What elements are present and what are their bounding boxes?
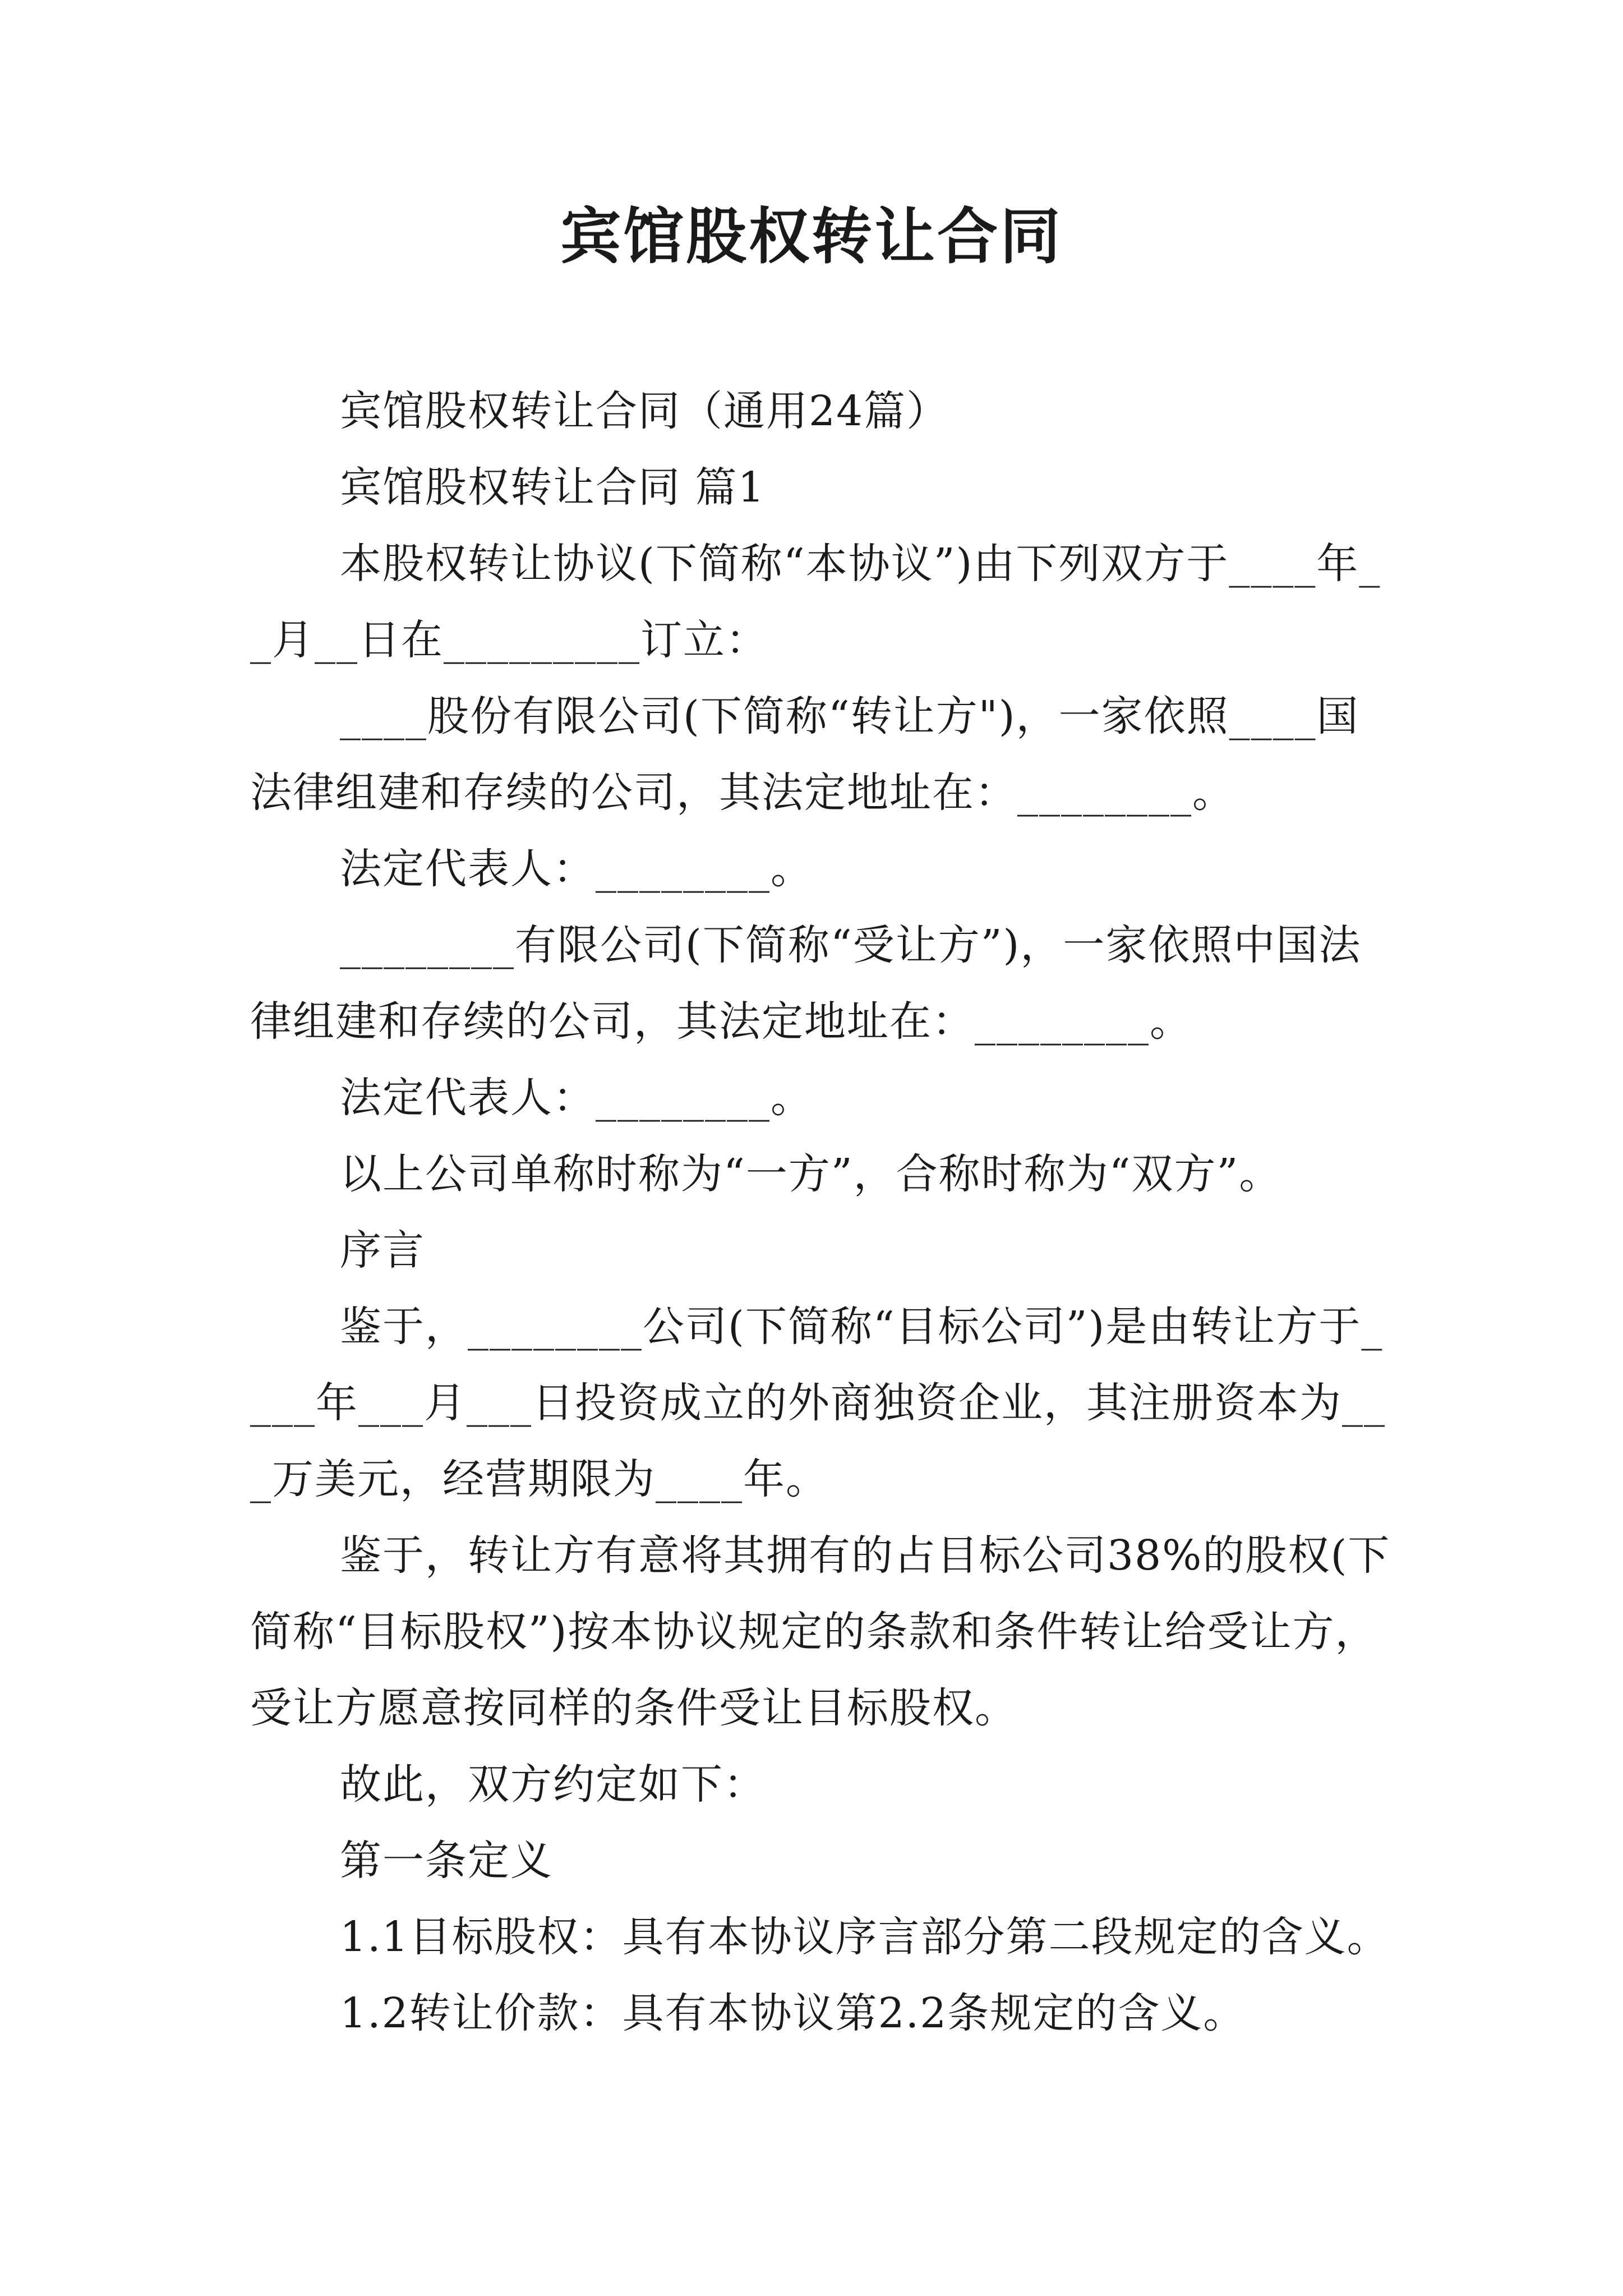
section-heading: 宾馆股权转让合同 篇1	[340, 463, 766, 512]
document-body	[250, 373, 1394, 2051]
transferor-representative: 法定代表人：________。	[340, 845, 813, 893]
agreement-intro-paragraph: 本股权转让协议(下简称“本协议”)由下列双方于____年__月__日在_________订立：	[250, 540, 1381, 664]
article-1-heading: 第一条定义	[340, 1837, 553, 1885]
agreement-statement: 故此，双方约定如下：	[340, 1760, 766, 1809]
preamble-heading: 序言	[340, 1226, 425, 1274]
whereas-paragraph-2: 鉴于，转让方有意将其拥有的占目标公司38%的股权(下简称“目标股权”)按本协议规定的条款和条件转让给受让方，受让方愿意按同样的条件受让目标股权。	[250, 1531, 1391, 1732]
document-title: 宾馆股权转让合同	[560, 201, 1063, 272]
party-definition-paragraph: 以上公司单称时称为“一方”，合称时称为“双方”。	[340, 1150, 1282, 1198]
clause-1-1: 1.1目标股权：具有本协议序言部分第二段规定的含义。	[340, 1913, 1390, 1961]
transferee-representative: 法定代表人：________。	[340, 1074, 813, 1122]
subtitle-paragraph: 宾馆股权转让合同（通用24篇）	[340, 387, 949, 435]
transferee-paragraph: ________有限公司(下简称“受让方”)，一家依照中国法律组建和存续的公司，其法定地址在：________。	[250, 921, 1362, 1046]
clause-1-2: 1.2转让价款：具有本协议第2.2条规定的含义。	[340, 1989, 1246, 2037]
whereas-paragraph-1: 鉴于，________公司(下简称“目标公司”)是由转让方于____年___月___日投资成立的外商独资企业，其注册资本为___万美元，经营期限为____年。	[250, 1303, 1386, 1503]
transferor-paragraph: ____股份有限公司(下简称“转让方")，一家依照____国法律组建和存续的公司，其法定地址在：________。	[250, 692, 1359, 817]
